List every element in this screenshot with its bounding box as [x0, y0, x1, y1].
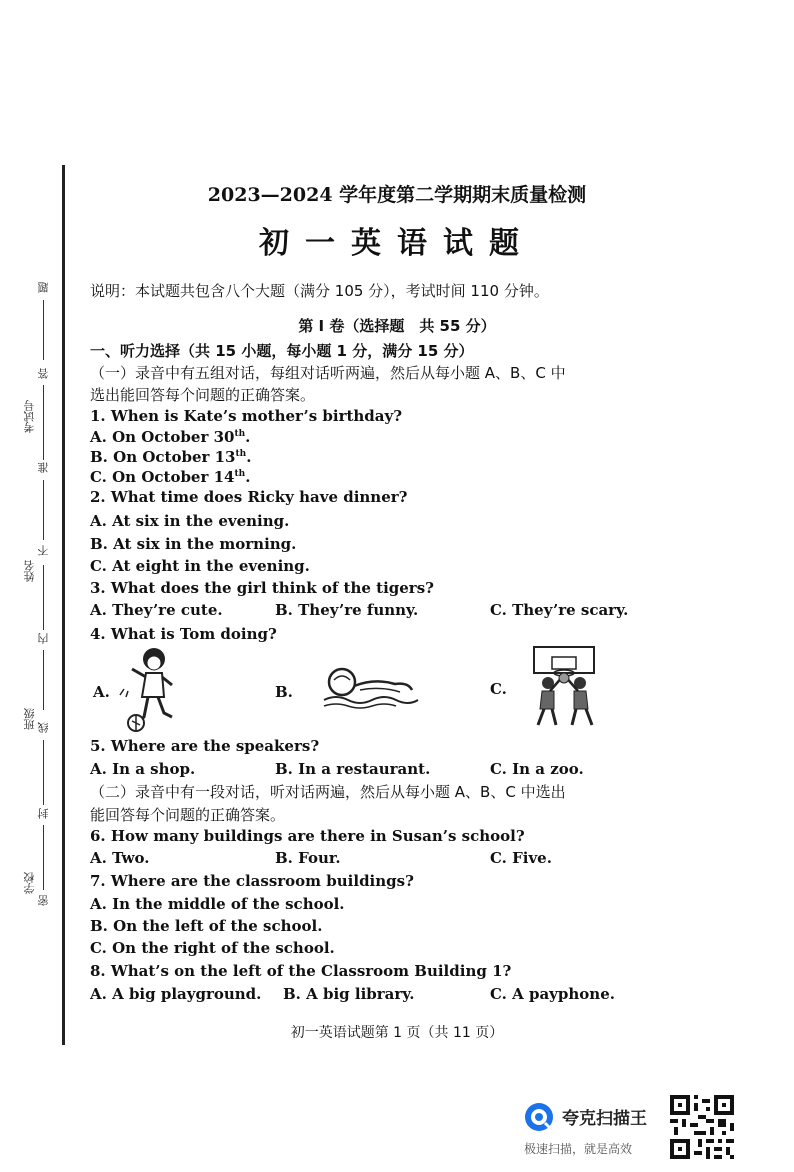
q6-option-c: C. Five. [490, 849, 552, 867]
side-char-zhun: 准 [37, 462, 50, 473]
part2-intro: （二）录音中有一段对话，听对话两遍，然后从每小题 A、B、C 中选出 [90, 783, 566, 801]
q3-option-c: C. They’re scary. [490, 601, 629, 619]
q6-options [90, 849, 552, 867]
q4-option-a-label: A. [93, 683, 110, 701]
exam-subtitle: 初一英语试题 [259, 226, 535, 261]
question-1: 1. When is Kate’s mother’s birthday? [90, 407, 403, 425]
q8-option-b: B. A big library. [283, 985, 415, 1003]
q3-options [90, 601, 629, 619]
q1-option-c: C. On October 14th. [90, 468, 251, 486]
side-rule [43, 650, 44, 710]
side-rule [43, 825, 44, 890]
q7-option-b: B. On the left of the school. [90, 917, 323, 935]
side-char-xian: 线 [37, 722, 50, 733]
question-3: 3. What does the girl think of the tigers? [90, 579, 434, 597]
question-6: 6. How many buildings are there in Susan’s school? [90, 827, 525, 845]
side-label-banji: 班级 [23, 708, 36, 730]
side-char-nei: 内 [37, 633, 50, 644]
q5-options [90, 760, 584, 778]
q6-option-b: B. Four. [275, 849, 341, 867]
question-7: 7. Where are the classroom buildings? [90, 872, 414, 890]
q2-option-c: C. At eight in the evening. [90, 557, 310, 575]
q8-options [90, 985, 615, 1003]
q3-option-a: A. They’re cute. [90, 601, 223, 619]
side-label-kaohao: 考试号 [23, 400, 36, 433]
side-label-xuexiao: 学校 [23, 872, 36, 894]
binding-line [62, 165, 65, 1045]
q4-option-c-label: C. [490, 680, 507, 698]
q7-option-c: C. On the right of the school. [90, 939, 335, 957]
exam-title: 2023—2024 学年度第二学期期末质量检测 [207, 184, 587, 206]
q7-option-a: A. In the middle of the school. [90, 895, 345, 913]
part1-intro: （一）录音中有五组对话，每组对话听两遍，然后从每小题 A、B、C 中 [90, 364, 566, 382]
soccer-player-picture [118, 645, 180, 733]
q3-option-b: B. They’re funny. [275, 601, 419, 619]
side-char-mi: 密 [37, 895, 50, 906]
q4-option-b-label: B. [275, 683, 293, 701]
scanner-logo-icon [524, 1102, 554, 1132]
side-rule [43, 385, 44, 460]
side-char-da: 答 [37, 368, 50, 379]
q5-option-a: A. In a shop. [90, 760, 196, 778]
q6-option-a: A. Two. [90, 849, 150, 867]
side-char-ti: 题 [37, 282, 50, 293]
q1-option-b: B. On October 13th. [90, 448, 252, 466]
side-label-xingming: 姓名 [23, 560, 36, 582]
question-8: 8. What’s on the left of the Classroom Building 1? [90, 962, 512, 980]
section-heading: 一、听力选择（共 15 小题，每小题 1 分，满分 15 分） [90, 342, 474, 360]
swimmer-picture [320, 662, 420, 710]
question-4: 4. What is Tom doing? [90, 625, 277, 643]
side-rule [43, 480, 44, 540]
question-2: 2. What time does Ricky have dinner? [90, 488, 408, 506]
exam-note: 说明：本试题共包含八个大题（满分 105 分），考试时间 110 分钟。 [90, 282, 549, 300]
side-char-bu: 不 [37, 545, 50, 556]
side-char-feng: 封 [37, 808, 50, 819]
q2-option-a: A. At six in the evening. [90, 512, 290, 530]
q2-option-b: B. At six in the morning. [90, 535, 297, 553]
q8-option-c: C. A payphone. [490, 985, 615, 1003]
q8-option-a: A. A big playground. [90, 985, 262, 1003]
side-rule [43, 565, 44, 630]
side-rule [43, 740, 44, 805]
q5-option-c: C. In a zoo. [490, 760, 584, 778]
question-5: 5. Where are the speakers? [90, 737, 320, 755]
volume-heading: 第 I 卷（选择题 共 55 分） [298, 317, 496, 335]
brand-tagline: 极速扫描，就是高效 [524, 1142, 633, 1156]
part1-intro-cont: 选出能回答每个问题的正确答案。 [90, 386, 316, 404]
part2-intro-cont: 能回答每个问题的正确答案。 [90, 806, 286, 824]
q1-option-a: A. On October 30th. [90, 428, 251, 446]
qr-code-icon [670, 1095, 734, 1159]
brand-name: 夸克扫描王 [562, 1109, 647, 1129]
q5-option-b: B. In a restaurant. [275, 760, 431, 778]
basketball-players-picture [520, 645, 610, 727]
page-footer: 初一英语试题第 1 页（共 11 页） [290, 1025, 504, 1041]
